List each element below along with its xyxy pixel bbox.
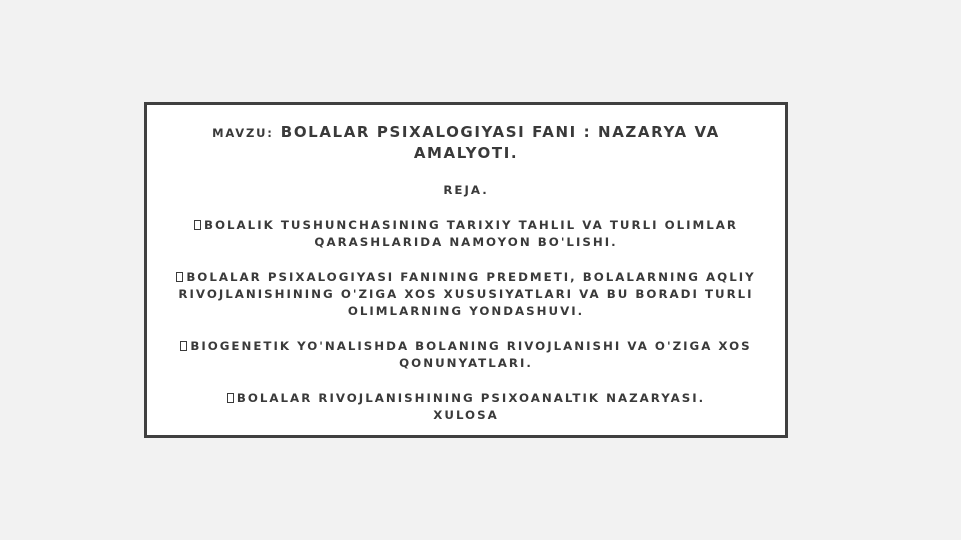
plan-item-3-line-2: QONUNYATLARI. [399, 356, 533, 370]
bullet-icon [227, 393, 234, 403]
bullet-icon [180, 341, 187, 351]
plan-item-2-line-3: OLIMLARNING YONDASHUVI. [347, 304, 585, 318]
topic-prefix: MAVZU: [212, 126, 274, 140]
plan-item-2-line-1: BOLALAR PSIXALOGIYASI FANINING PREDMETI, BOLALARNING AQLIY [147, 269, 785, 286]
plan-label: REJA. [443, 183, 489, 197]
plan-item-1-line-2: QARASHLARIDA NAMOYON BO'LISHI. [314, 235, 618, 249]
topic-title: BOLALAR PSIXALOGIYASI FANI : NAZARYA VA AMALYOTI. [280, 123, 720, 162]
plan-item-3-line-1: BIOGENETIK YO'NALISHDA BOLANING RIVOJLANISHI VA O'ZIGA XOS [147, 338, 785, 355]
slide-heading [147, 122, 785, 163]
plan-item-2-line-2: RIVOJLANISHINING O'ZIGA XOS XUSUSIYATLARI VA BU BORADI TURLI [178, 287, 754, 301]
plan-item-4-line-1: BOLALAR RIVOJLANISHINING PSIXOANALTIK NAZARYASI. [147, 390, 785, 407]
bullet-icon [194, 220, 201, 230]
plan-item-1-line-1: BOLALIK TUSHUNCHASINING TARIXIY TAHLIL VA TURLI OLIMLAR [147, 217, 785, 234]
slide-title-box [144, 102, 788, 438]
conclusion-label: XULOSA [433, 408, 499, 422]
bullet-icon [176, 272, 183, 282]
